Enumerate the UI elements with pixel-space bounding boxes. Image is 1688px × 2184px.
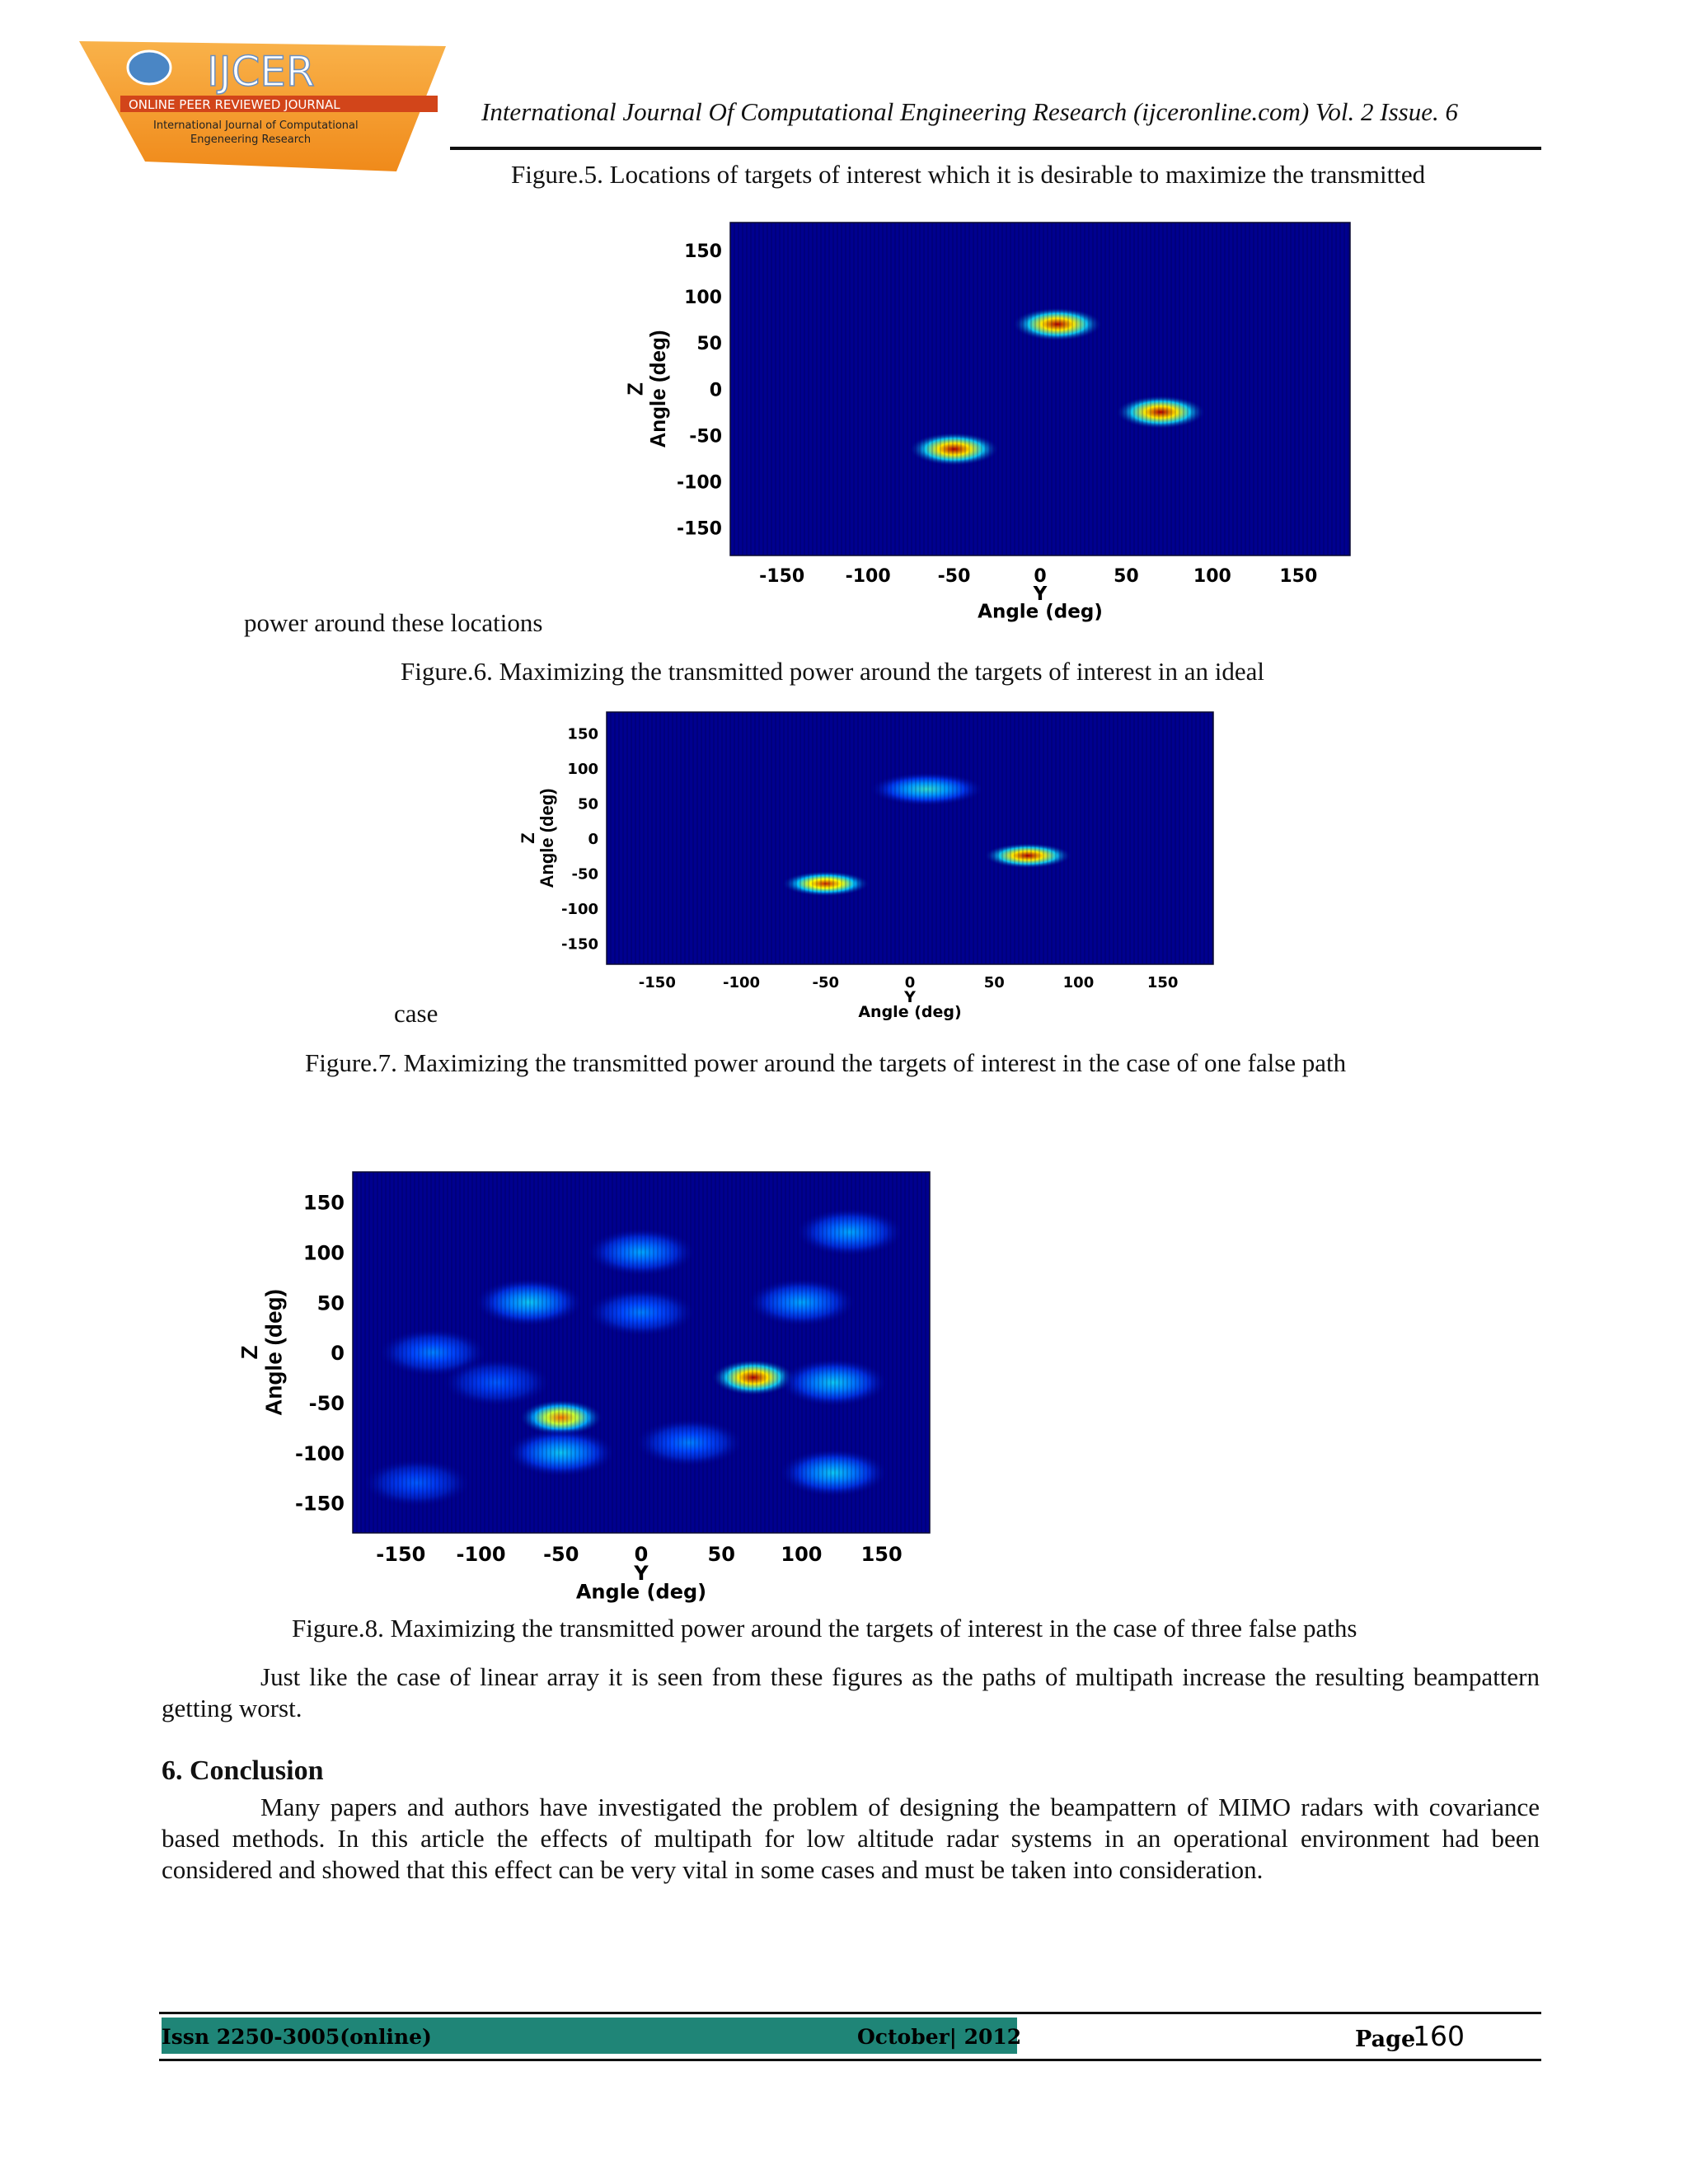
x-tick-label: 100 bbox=[1062, 974, 1095, 991]
heatmap-grid-texture bbox=[353, 1172, 930, 1533]
y-axis-label-symbol: Z bbox=[622, 382, 648, 396]
footer-bottom-rule bbox=[159, 2059, 1541, 2061]
footer-issn: Issn 2250-3005(online) bbox=[162, 2025, 432, 2049]
y-tick-label: 100 bbox=[684, 288, 722, 309]
svg-text:Engeneering Research: Engeneering Research bbox=[190, 134, 312, 146]
x-tick-label: 0 bbox=[634, 1543, 649, 1566]
x-tick-label: 0 bbox=[1034, 566, 1047, 587]
figure-7-caption: Figure.7. Maximizing the transmitted power around the targets of interest in the case of one false path bbox=[305, 1048, 1347, 1077]
x-tick-label: 50 bbox=[707, 1543, 735, 1566]
y-tick-label: -100 bbox=[676, 472, 722, 494]
x-tick-label: -50 bbox=[543, 1543, 579, 1566]
y-tick-label: 100 bbox=[567, 760, 598, 778]
x-tick-label: 150 bbox=[860, 1543, 903, 1566]
footer-date: October| 2012 bbox=[857, 2025, 1022, 2049]
y-tick-label: 50 bbox=[316, 1291, 345, 1315]
x-tick-label: -150 bbox=[759, 566, 805, 587]
x-tick-label: 50 bbox=[1114, 566, 1139, 587]
x-tick-label: 100 bbox=[1193, 566, 1231, 587]
figure-5-caption: Figure.5. Locations of targets of interest which it is desirable to maximize the transmitted bbox=[511, 160, 1426, 189]
x-tick-label: -100 bbox=[845, 566, 891, 587]
x-axis-label-symbol: Y bbox=[1033, 583, 1048, 605]
y-axis-label: Angle (deg) bbox=[260, 1289, 287, 1416]
y-tick-label: -100 bbox=[294, 1441, 345, 1465]
footer-page-label: Page bbox=[1355, 2027, 1416, 2052]
figure-8-caption: Figure.8. Maximizing the transmitted power around the targets of interest in the case of three false paths bbox=[292, 1614, 1357, 1643]
y-tick-label: 100 bbox=[302, 1241, 345, 1265]
x-tick-label: 100 bbox=[781, 1543, 823, 1566]
y-tick-label: 0 bbox=[331, 1342, 345, 1366]
x-tick-label: 0 bbox=[904, 974, 916, 991]
y-tick-label: 50 bbox=[577, 795, 598, 813]
svg-text:IJCER: IJCER bbox=[207, 48, 315, 96]
x-tick-label: -50 bbox=[937, 566, 971, 587]
y-axis-label: Angle (deg) bbox=[537, 788, 558, 888]
y-tick-label: -150 bbox=[676, 518, 722, 540]
y-tick-label: -150 bbox=[294, 1492, 345, 1516]
y-axis-label-symbol: Z bbox=[518, 832, 539, 844]
svg-text:ONLINE PEER REVIEWED JOURNAL: ONLINE PEER REVIEWED JOURNAL bbox=[129, 97, 340, 112]
y-tick-label: 150 bbox=[684, 241, 722, 263]
x-tick-label: -100 bbox=[456, 1543, 506, 1566]
x-axis-label: Angle (deg) bbox=[858, 1003, 962, 1022]
y-tick-label: -100 bbox=[560, 900, 598, 918]
x-tick-label: -150 bbox=[376, 1543, 426, 1566]
y-tick-label: 50 bbox=[696, 334, 722, 355]
figure-5-caption-continued: power around these locations bbox=[244, 608, 543, 637]
figure-6-caption: Figure.6. Maximizing the transmitted power around the targets of interest in an ideal bbox=[401, 657, 1264, 686]
x-tick-label: 150 bbox=[1146, 974, 1179, 991]
x-axis-label-symbol: Y bbox=[634, 1561, 649, 1585]
x-axis-label: Angle (deg) bbox=[978, 601, 1103, 623]
footer-page-number: 160 bbox=[1413, 2020, 1465, 2052]
y-axis-label: Angle (deg) bbox=[645, 330, 670, 448]
paragraph-multipath: Just like the case of linear array it is seen from these figures as the paths of multipath increase the resulting beampattern getting worst. bbox=[162, 1662, 1540, 1722]
y-tick-label: 150 bbox=[567, 725, 598, 743]
y-tick-label: -50 bbox=[308, 1391, 345, 1415]
x-axis-label-symbol: Y bbox=[904, 988, 916, 1007]
footer-top-rule bbox=[159, 2012, 1541, 2014]
figure-6-caption-continued: case bbox=[394, 999, 438, 1028]
svg-text:International Journal of Compu: International Journal of Computational bbox=[153, 120, 359, 132]
y-tick-label: -50 bbox=[571, 865, 598, 883]
heatmap-peak bbox=[747, 1278, 856, 1326]
y-tick-label: 0 bbox=[709, 380, 722, 401]
y-axis-label-symbol: Z bbox=[237, 1345, 263, 1360]
x-tick-label: -150 bbox=[638, 974, 676, 991]
x-tick-label: 150 bbox=[1279, 566, 1318, 587]
x-tick-label: -50 bbox=[812, 974, 840, 991]
y-tick-label: 150 bbox=[302, 1191, 345, 1215]
paragraph-conclusion: Many papers and authors have investigated the problem of designing the beampattern of MIMO radars with covariance based methods. In this article the effects of multipath for low altitude radar systems in an operational environment had been considered and showed that this effect can be very vital in some cases and must be taken into consideration. bbox=[162, 1793, 1540, 1884]
heatmap-peak bbox=[795, 1208, 904, 1256]
heatmap-peak bbox=[363, 1459, 471, 1507]
journal-title: International Journal Of Computational Engineering Research (ijceronline.com) Vol. 2 Issue. 6 bbox=[481, 97, 1458, 126]
x-axis-label: Angle (deg) bbox=[575, 1580, 707, 1604]
section-heading-conclusion: 6. Conclusion bbox=[162, 1755, 324, 1786]
heatmap-peak bbox=[507, 1428, 616, 1476]
y-tick-label: 0 bbox=[588, 830, 598, 848]
x-tick-label: 50 bbox=[983, 974, 1005, 991]
y-tick-label: -50 bbox=[689, 426, 722, 448]
y-tick-label: -150 bbox=[560, 935, 598, 954]
x-tick-label: -100 bbox=[723, 974, 761, 991]
